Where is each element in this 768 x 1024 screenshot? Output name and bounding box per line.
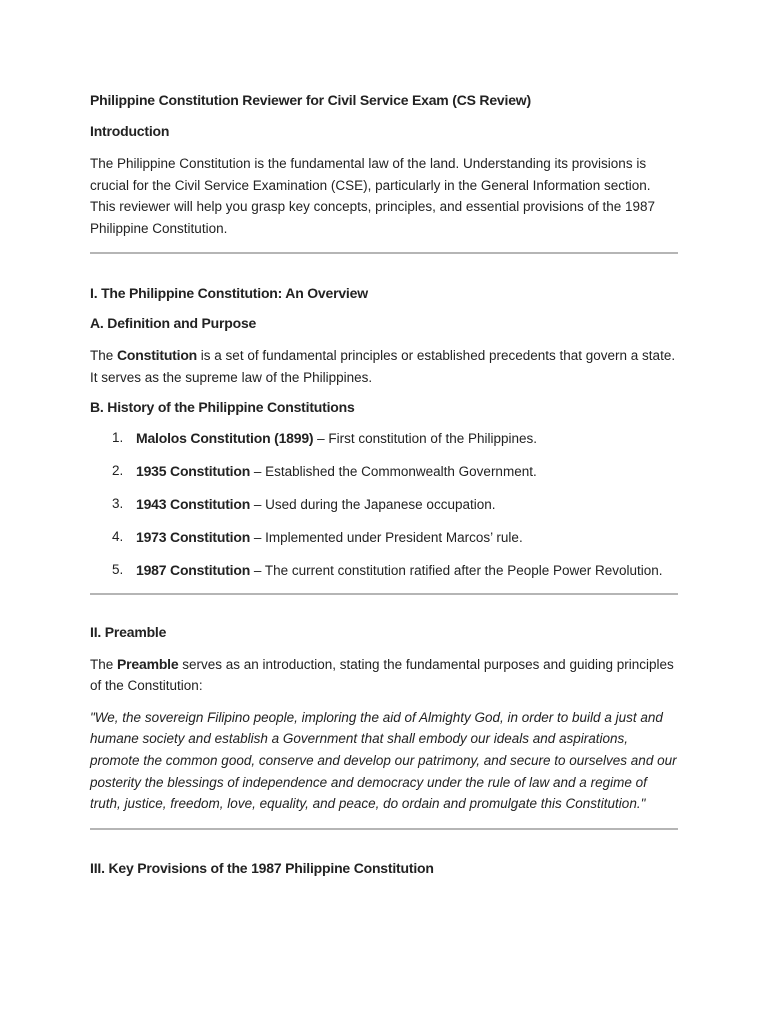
list-item	[90, 428, 678, 449]
constitution-desc: – The current constitution ratified after the People Power Revolution.	[250, 562, 663, 578]
preamble-text-post: serves as an introduction, stating the fundamental purposes and guiding principles of the Constitution:	[90, 656, 674, 694]
divider	[90, 593, 678, 595]
definition-text-pre: The	[90, 348, 118, 364]
preamble-quote: "We, the sovereign Filipino people, imploring the aid of Almighty God, in order to build a just and humane society and establish a Government that shall embody our ideals and aspirations, promote the common good, conserve and develop our patrimony, and secure to ourselves and our posterity the blessings of independence and democracy under the rule of law and a regime of truth, justice, freedom, love, equality, and peace, do ordain and promulgate this Constitution."	[90, 709, 677, 812]
constitution-name: Malolos Constitution (1899)	[136, 429, 314, 446]
list-item	[90, 461, 678, 482]
constitution-desc: – Implemented under President Marcos’ rule.	[250, 529, 523, 545]
definition-heading: A. Definition and Purpose	[90, 315, 257, 332]
list-item	[90, 560, 678, 581]
constitution-name: 1987 Constitution	[136, 561, 251, 578]
intro-heading: Introduction	[90, 123, 170, 139]
divider	[90, 828, 678, 830]
list-number: 2.	[112, 462, 124, 478]
list-number: 3.	[112, 495, 124, 511]
constitution-desc: – First constitution of the Philippines.	[313, 430, 538, 446]
section3-heading: III. Key Provisions of the 1987 Philippine Constitution	[90, 859, 434, 876]
document-title: Philippine Constitution Reviewer for Civil Service Exam (CS Review)	[90, 92, 531, 108]
constitution-name: 1935 Constitution	[136, 462, 251, 479]
history-heading: B. History of the Philippine Constitutions	[90, 398, 355, 415]
preamble-text-pre: The	[90, 656, 118, 672]
list-number: 5.	[112, 561, 124, 577]
definition-paragraph	[90, 345, 678, 388]
preamble-intro-paragraph	[90, 654, 678, 697]
document-content	[90, 92, 678, 890]
divider	[90, 252, 678, 254]
list-item	[90, 494, 678, 515]
preamble-term: Preamble	[117, 655, 179, 672]
definition-term: Constitution	[117, 347, 198, 364]
history-list	[90, 428, 678, 581]
list-number: 4.	[112, 528, 124, 544]
constitution-name: 1943 Constitution	[136, 495, 251, 512]
constitution-name: 1973 Constitution	[136, 528, 251, 545]
section1-heading: I. The Philippine Constitution: An Overview	[90, 285, 368, 302]
definition-text-post: is a set of fundamental principles or established precedents that govern a state. It serves as the supreme law of the Philippines.	[90, 348, 676, 385]
list-number: 1.	[112, 429, 124, 445]
intro-paragraph: The Philippine Constitution is the fundamental law of the land. Understanding its provisions is crucial for the Civil Service Examination (CSE), particularly in the General Information section. This reviewer will help you grasp key concepts, principles, and essential provisions of the 1987 Philippine Constitution.	[90, 156, 656, 236]
constitution-desc: – Established the Commonwealth Government.	[250, 463, 537, 479]
preamble-heading: II. Preamble	[90, 623, 167, 640]
list-item	[90, 527, 678, 548]
constitution-desc: – Used during the Japanese occupation.	[250, 496, 496, 512]
